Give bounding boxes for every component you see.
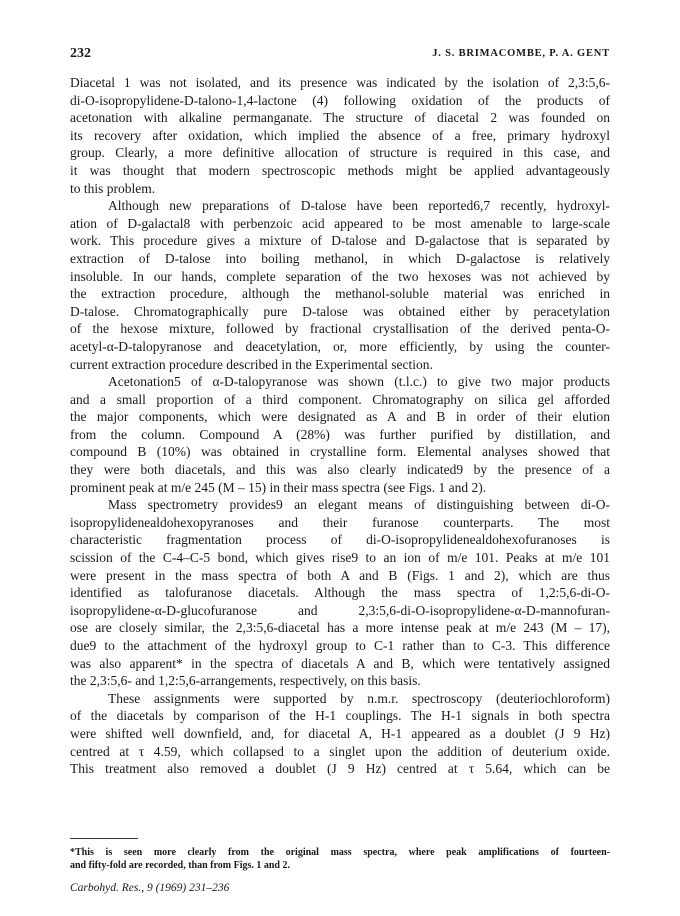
text-line: the 2,3:5,6- and 1,2:5,6-arrangements, respectively, on this basis. bbox=[70, 673, 421, 689]
text-line: the major components, which were designated as A and B in order of their elution bbox=[70, 409, 610, 425]
text-line: were shifted well downfield, and, for diacetal A, H-1 appeared as a doublet (J 9 Hz) bbox=[70, 725, 610, 741]
text-line: group. Clearly, a more definitive allocation of structure is required in this case, and bbox=[70, 145, 610, 161]
text-line: These assignments were supported by n.m.r. spectroscopy (deuteriochloroform) bbox=[108, 690, 610, 706]
text-line: from the column. Compound A (28%) was further purified by distillation, and bbox=[70, 426, 610, 442]
text-line: to this problem. bbox=[70, 180, 156, 196]
text-line: di-O-isopropylidene-D-talono-1,4-lactone (4) following oxidation of the products of bbox=[70, 92, 610, 108]
text-line: Mass spectrometry provides9 an elegant means of distinguishing between di-O- bbox=[108, 497, 610, 513]
page-number: 232 bbox=[70, 46, 91, 61]
footnote-line: and fifty-fold are recorded, than from Figs. 1 and 2. bbox=[70, 860, 290, 871]
footnote-line: *This is seen more clearly from the original mass spectra, where peak amplifications of fourteen- bbox=[70, 847, 610, 858]
text-line: ose are closely similar, the 2,3:5,6-diacetal has a more intense peak at m/e 243 (M – 17), bbox=[70, 620, 610, 636]
text-line: were present in the mass spectra of both A and B (Figs. 1 and 2), which are thus bbox=[70, 567, 610, 583]
text-line: scission of the C-4–C-5 bond, which gives rise9 to an ion of m/e 101. Peaks at m/e 101 bbox=[70, 550, 610, 566]
text-line: compound B (10%) was obtained in crystalline form. Elemental analyses showed that bbox=[70, 444, 610, 460]
text-line: insoluble. In our hands, complete separation of the two hexoses was not achieved by bbox=[70, 268, 610, 284]
body-text bbox=[70, 74, 610, 778]
text-line: was also apparent* in the spectra of diacetals A and B, which were tentatively assigned bbox=[70, 655, 610, 671]
text-line: acetyl-α-D-talopyranose and deacetylation, or, more efficiently, by using the counter- bbox=[70, 338, 610, 354]
text-line: work. This procedure gives a mixture of D-talose and D-galactose that is separated by bbox=[70, 233, 610, 249]
text-line: prominent peak at m/e 245 (M – 15) in their mass spectra (see Figs. 1 and 2). bbox=[70, 479, 487, 495]
footnote bbox=[70, 846, 610, 872]
text-line: it was thought that modern spectroscopic methods might be applied advantageously bbox=[70, 162, 610, 178]
text-line: D-talose. Chromatographically pure D-talose was obtained either by peracetylation bbox=[70, 303, 610, 319]
text-line: characteristic fragmentation process of di-O-isopropylidenealdohexofuranoses is bbox=[70, 532, 610, 548]
text-line: Although new preparations of D-talose have been reported6,7 recently, hydroxyl- bbox=[108, 198, 610, 214]
text-line: of the diacetals by comparison of the H-1 couplings. The H-1 signals in both spectra bbox=[70, 708, 610, 724]
text-line: isopropylidene-α-D-glucofuranose and 2,3:5,6-di-O-isopropylidene-α-D-mannofuran- bbox=[70, 602, 610, 618]
running-header bbox=[70, 46, 610, 62]
text-line: identified as talofuranose diacetals. Although the mass spectra of 1,2:5,6-di-O- bbox=[70, 585, 610, 601]
text-line: acetonation with alkaline permanganate. The structure of diacetal 2 was founded on bbox=[70, 110, 610, 126]
text-line: extraction of D-talose into boiling methanol, in which D-galactose is relatively bbox=[70, 250, 610, 266]
text-line: centred at τ 4.59, which collapsed to a singlet upon the addition of deuterium oxide. bbox=[70, 743, 610, 759]
text-line: This treatment also removed a doublet (J 9 Hz) centred at τ 5.64, which can be bbox=[70, 761, 610, 777]
text-line: Diacetal 1 was not isolated, and its presence was indicated by the isolation of 2,3:5,6- bbox=[70, 75, 610, 90]
text-line: and a small proportion of a third component. Chromatography on silica gel afforded bbox=[70, 391, 610, 407]
running-head-authors: J. S. BRIMACOMBE, P. A. GENT bbox=[432, 48, 610, 59]
footnote-rule bbox=[70, 838, 138, 839]
text-line: of the hexose mixture, followed by fractional crystallisation of the derived penta-O- bbox=[70, 321, 610, 337]
text-line: ation of D-galactal8 with perbenzoic acid appeared to be most amenable to large-scale bbox=[70, 215, 610, 231]
text-line: they were both diacetals, and this was also clearly indicated9 by the presence of a bbox=[70, 462, 610, 478]
text-line: current extraction procedure described in the Experimental section. bbox=[70, 356, 433, 372]
text-line: Acetonation5 of α-D-talopyranose was shown (t.l.c.) to give two major products bbox=[108, 374, 610, 390]
text-line: isopropylidenealdohexopyranoses and their furanose counterparts. The most bbox=[70, 514, 610, 530]
text-line: due9 to the attachment of the hydroxyl group to C-1 rather than to C-3. This difference bbox=[70, 638, 610, 653]
journal-citation: Carbohyd. Res., 9 (1969) 231–236 bbox=[70, 882, 230, 894]
text-line: its recovery after oxidation, which implied the absence of a free, primary hydroxyl bbox=[70, 127, 610, 143]
text-line: the extraction procedure, although the methanol-soluble material was enriched in bbox=[70, 286, 610, 302]
